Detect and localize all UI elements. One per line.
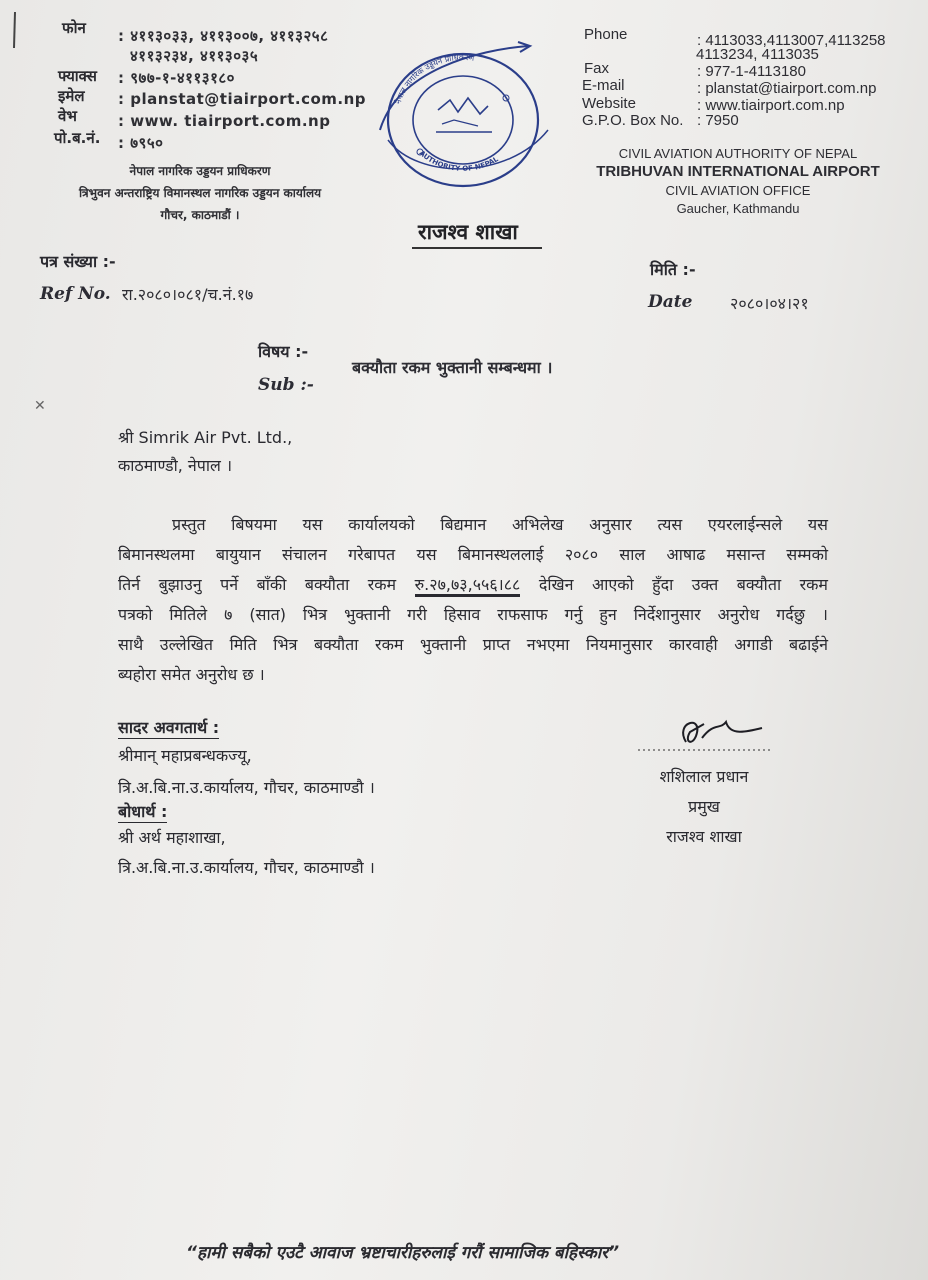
body-line: साथै उल्लेखित मिति भित्र बक्यौता रकम भुक्तानी प्राप्त नभएमा नियमानुसार कारवाही अगाडी बढाईने [118,635,828,654]
phone-value-en-2: 4113234, 4113035 [696,46,819,63]
gpo-value-en: : 7950 [697,112,739,129]
cc-action-line2: त्रि.अ.बि.ना.उ.कार्यालय, गौचर, काठमाण्डौ । [118,858,375,877]
date-label-np: मिति :- [650,260,696,279]
phone-value-np-2: ४११३२३४, ४११३०३५ [130,47,259,65]
cc-action-line1: श्री अर्थ महाशाखा, [118,828,226,847]
phone-value-en-1: : 4113033,4113007,4113258 [697,32,886,49]
subject-label-en: Sub :- [258,375,314,395]
fax-value-en: : 977-1-4113180 [697,63,806,80]
cc-info-line2: त्रि.अ.बि.ना.उ.कार्यालय, गौचर, काठमाण्डौ । [118,778,375,797]
org-address-en: Gaucher, Kathmandu [676,201,800,216]
caan-emblem-icon [358,40,568,190]
signatory-title: प्रमुख [688,797,720,816]
phone-value-np-1: : ४११३०३३, ४११३००७, ४११३२५८ [118,27,329,45]
margin-mark [8,10,22,50]
body-line: बिमानस्थलमा बायुयान संचालन गरेबापत यस बिमानस्थललाई २०८० साल आषाढ मसान्त सम्मको [118,545,828,564]
body-line: प्रस्तुत बिषयमा यस कार्यालयको बिद्यमान अभिलेख अनुसार त्यस एयरलाईन्सले यस [172,515,828,534]
fax-value-np: : ९७७-१-४११३१८० [118,69,235,87]
org-name-en-2: TRIBHUVAN INTERNATIONAL AIRPORT [596,163,880,180]
web-value-np[interactable]: : www. tiairport.com.np [118,112,331,130]
body-line: पत्रको मितिले ७ (सात) भित्र भुक्तानी गरी हिसाव राफसाफ गर्नु हुन निर्देशानुसार अनुरोध गर्दछु । [118,605,828,624]
gpo-label-en: G.P.O. Box No. [582,112,684,129]
date-value: २०८०।०४।२१ [730,294,809,313]
logo-ring-text-top: नेपाल नागरिक उड्डयन प्राधिकरण [393,52,475,106]
cc-info-line1: श्रीमान् महाप्रबन्धकज्यू, [118,746,252,765]
phone-label-en: Phone [584,26,628,43]
body-text-segment: देखिन आएको हुँदा उक्त बक्यौता रकम [538,575,828,594]
outstanding-amount: रु.२७,७३,५५६।८८ [415,575,521,597]
cc-action-label: बोधार्थ : [118,802,168,821]
pobox-value-np: : ७९५० [118,134,164,152]
handwritten-signature [634,712,774,758]
letter-body [118,510,828,690]
org-name-np-3: गौचर, काठमाडौं । [160,208,240,222]
signatory-department: राजश्व शाखा [666,827,742,846]
addressee-name: श्री Simrik Air Pvt. Ltd., [118,428,293,447]
org-name-en-3: CIVIL AVIATION OFFICE [665,183,811,198]
ref-label-en: Ref No. [40,284,111,304]
margin-mark: ✕ [34,398,46,414]
phone-label-np: फोन [62,19,86,37]
addressee-address: काठमाण्डौ, नेपाल । [118,456,233,475]
email-value-np[interactable]: : planstat@tiairport.com.np [118,90,367,108]
org-name-np-1: नेपाल नागरिक उड्डयन प्राधिकरण [129,164,271,178]
org-name-np-2: त्रिभुवन अन्तराष्ट्रिय विमानस्थल नागरिक उड्डयन कार्यालय [78,186,322,200]
footer-slogan: “हामी सबैको एउटै आवाज भ्रष्टाचारीहरुलाई गरौं सामाजिक बहिस्कार” [186,1243,620,1263]
website-label-en: Website [582,95,636,112]
subject-value: बक्यौता रकम भुक्तानी सम्बन्धमा । [352,358,553,377]
section-title-underline [412,247,542,249]
body-line: ब्यहोरा समेत अनुरोध छ । [118,665,265,684]
fax-label-en: Fax [584,60,610,77]
section-title: राजश्व शाखा [418,220,518,244]
pobox-label-np: पो.ब.नं. [54,129,101,147]
website-value-en[interactable]: : www.tiairport.com.np [697,97,845,114]
signatory-name: शशिलाल प्रधान [659,767,749,786]
org-name-en-1: CIVIL AVIATION AUTHORITY OF NEPAL [618,146,858,161]
email-label-en: E-mail [582,77,625,94]
logo-ring-text-bottom: AUTHORITY OF NEPAL [417,149,500,173]
body-line-amount [118,570,828,600]
subject-label-np: विषय :- [258,342,309,361]
body-text-segment: तिर्न बुझाउनु पर्ने बाँकी बक्यौता रकम [118,575,397,594]
email-label-np: इमेल [58,87,85,105]
ref-label-np: पत्र संख्या :- [40,252,116,271]
fax-label-np: फ्याक्स [58,67,97,85]
ref-value: रा.२०८०।०८१/च.नं.१७ [122,285,254,304]
email-value-en[interactable]: : planstat@tiairport.com.np [697,80,877,97]
cc-info-label: सादर अवगतार्थ : [118,718,220,737]
date-label-en: Date [648,292,693,312]
web-label-np: वेभ [58,107,77,125]
